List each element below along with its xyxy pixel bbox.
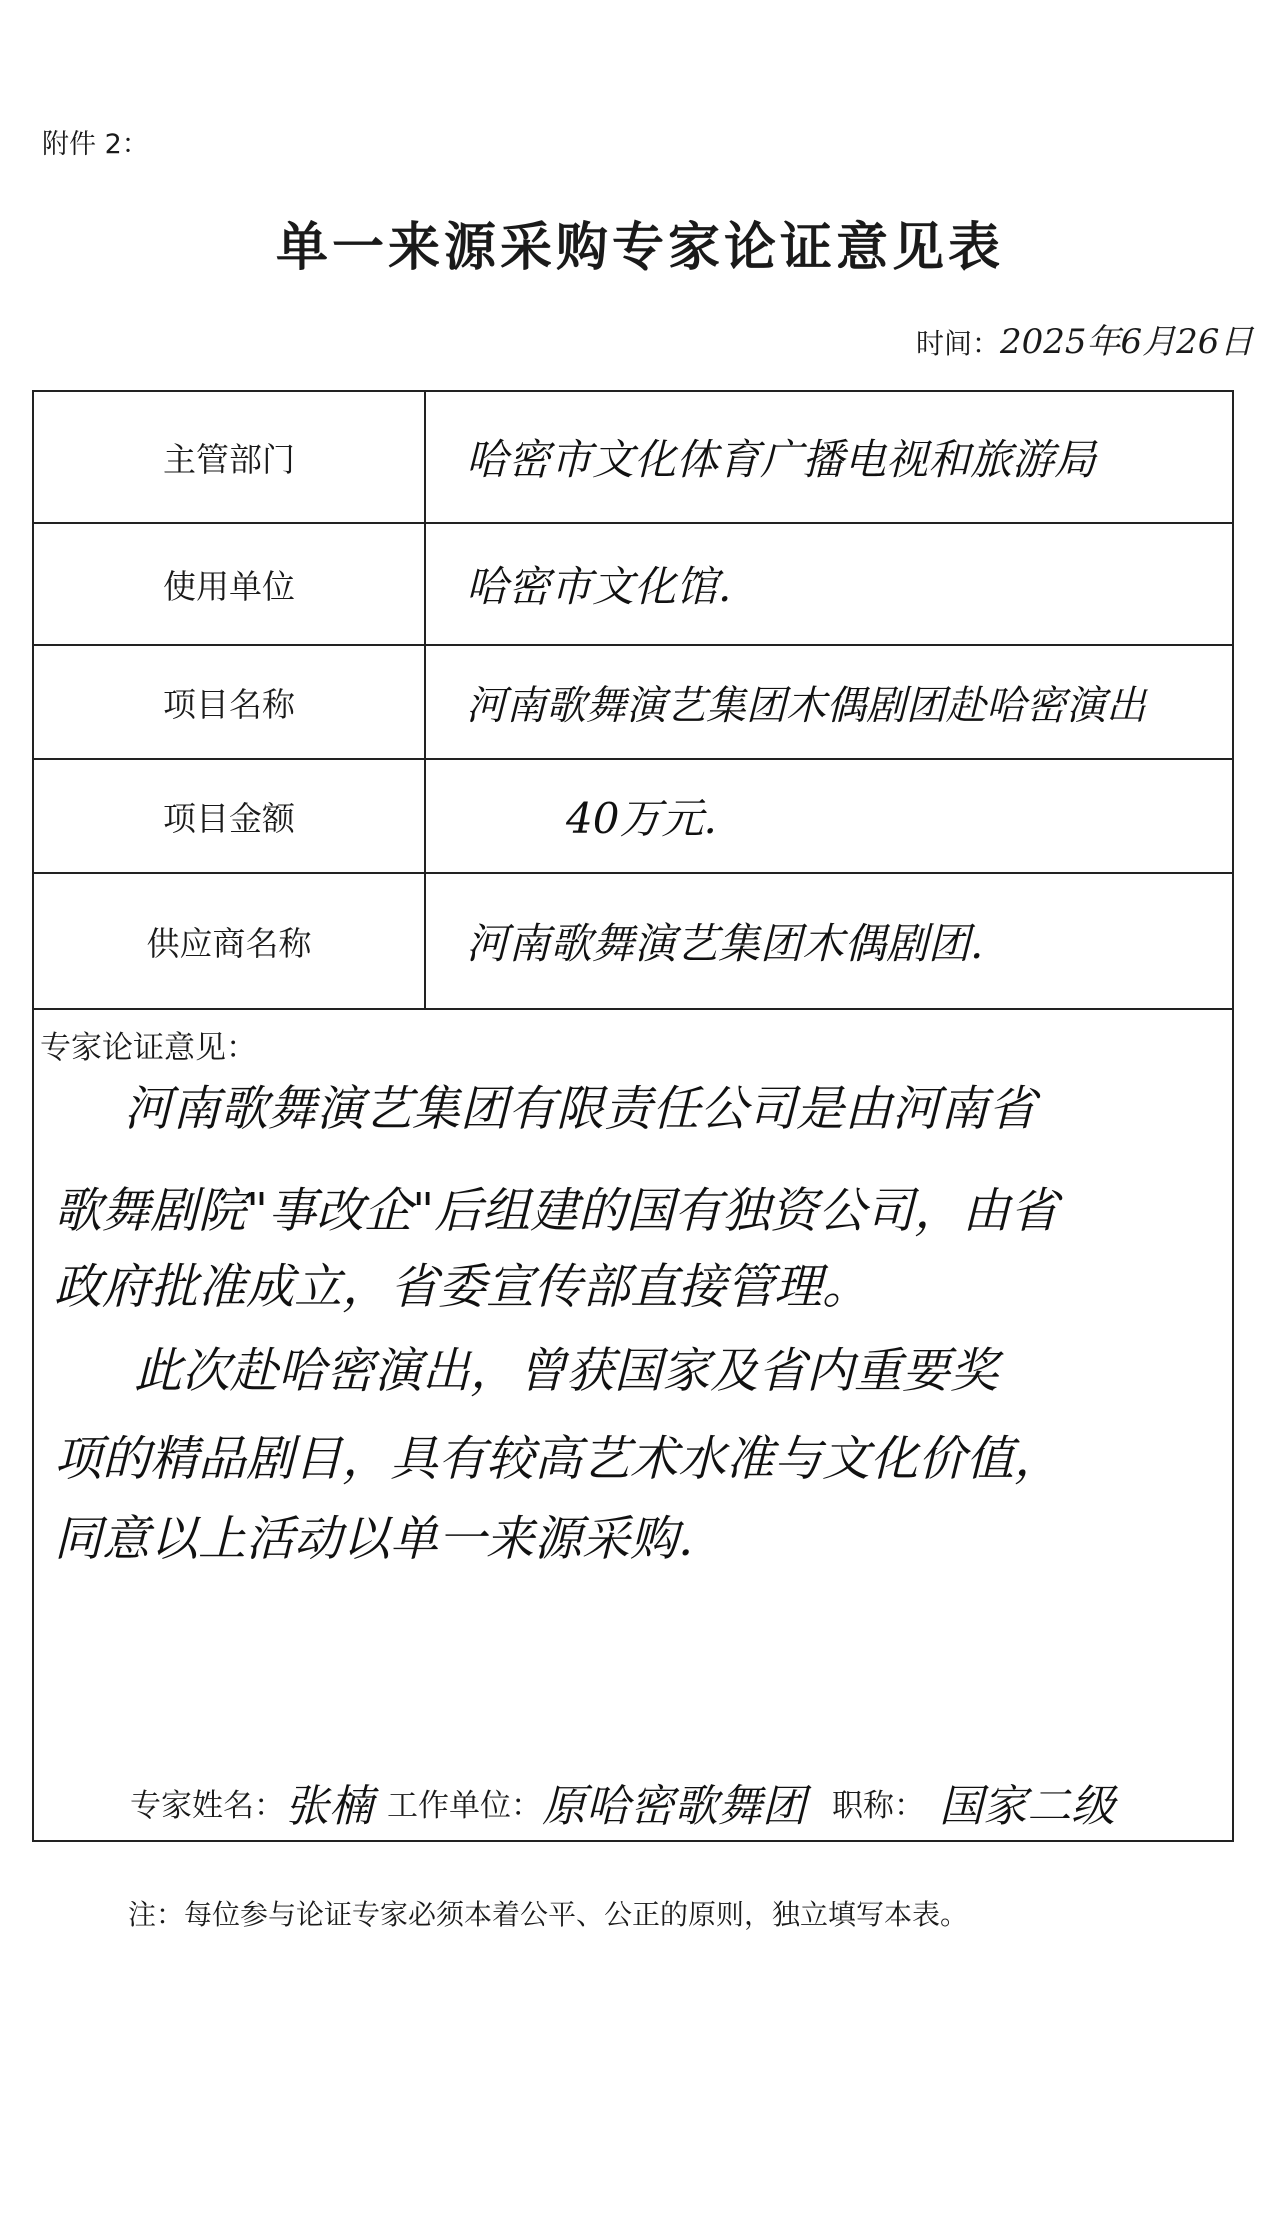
row-department	[34, 392, 1232, 524]
work-unit: 原哈密歌舞团	[542, 1781, 806, 1832]
expert-opinion-section	[34, 1010, 1232, 1840]
row-value: 哈密市文化体育广播电视和旅游局	[466, 435, 1097, 484]
opinion-line: 河南歌舞演艺集团有限责任公司是由河南省	[124, 1081, 1037, 1137]
opinion-label: 专家论证意见：	[40, 1030, 257, 1066]
row-supplier-name	[34, 874, 1232, 1010]
footnote: 注：每位参与论证专家必须本着公平、公正的原则，独立填写本表。	[128, 1898, 969, 1931]
opinion-line: 此次赴哈密演出，曾获国家及省内重要奖	[134, 1343, 999, 1399]
form-table	[32, 390, 1234, 1842]
opinion-line: 项的精品剧目，具有较高艺术水准与文化价值，	[54, 1431, 1063, 1487]
row-label: 供应商名称	[34, 874, 426, 1008]
signature-line	[130, 1770, 1115, 1834]
row-project-amount	[34, 760, 1232, 874]
row-value: 哈密市文化馆.	[466, 562, 732, 611]
row-value: 河南歌舞演艺集团木偶剧团赴哈密演出	[466, 682, 1146, 729]
row-user-unit	[34, 524, 1232, 646]
date-line	[916, 314, 1253, 363]
date-value: 2025年6月26日	[1000, 322, 1254, 362]
row-label: 项目金额	[34, 760, 426, 872]
date-label: 时间：	[916, 327, 1001, 360]
form-title: 单一来源采购专家论证意见表	[275, 218, 1004, 278]
expert-name: 张楠	[285, 1781, 373, 1832]
row-label: 项目名称	[34, 646, 426, 758]
row-value: 40万元.	[566, 794, 717, 843]
row-label: 主管部门	[34, 392, 426, 522]
opinion-line: 同意以上活动以单一来源采购.	[54, 1511, 694, 1567]
row-project-name	[34, 646, 1232, 760]
opinion-line: 歌舞剧院"事改企"后组建的国有独资公司，由省	[54, 1183, 1059, 1239]
row-value: 河南歌舞演艺集团木偶剧团.	[466, 919, 984, 968]
work-unit-label: 工作单位：	[387, 1787, 542, 1824]
attachment-label: 附件 2：	[42, 129, 149, 160]
row-label: 使用单位	[34, 524, 426, 644]
expert-name-label: 专家姓名：	[130, 1787, 285, 1824]
job-title: 国家二级	[939, 1781, 1115, 1832]
job-title-label: 职称：	[832, 1787, 925, 1824]
opinion-line: 政府批准成立，省委宣传部直接管理。	[54, 1259, 871, 1315]
